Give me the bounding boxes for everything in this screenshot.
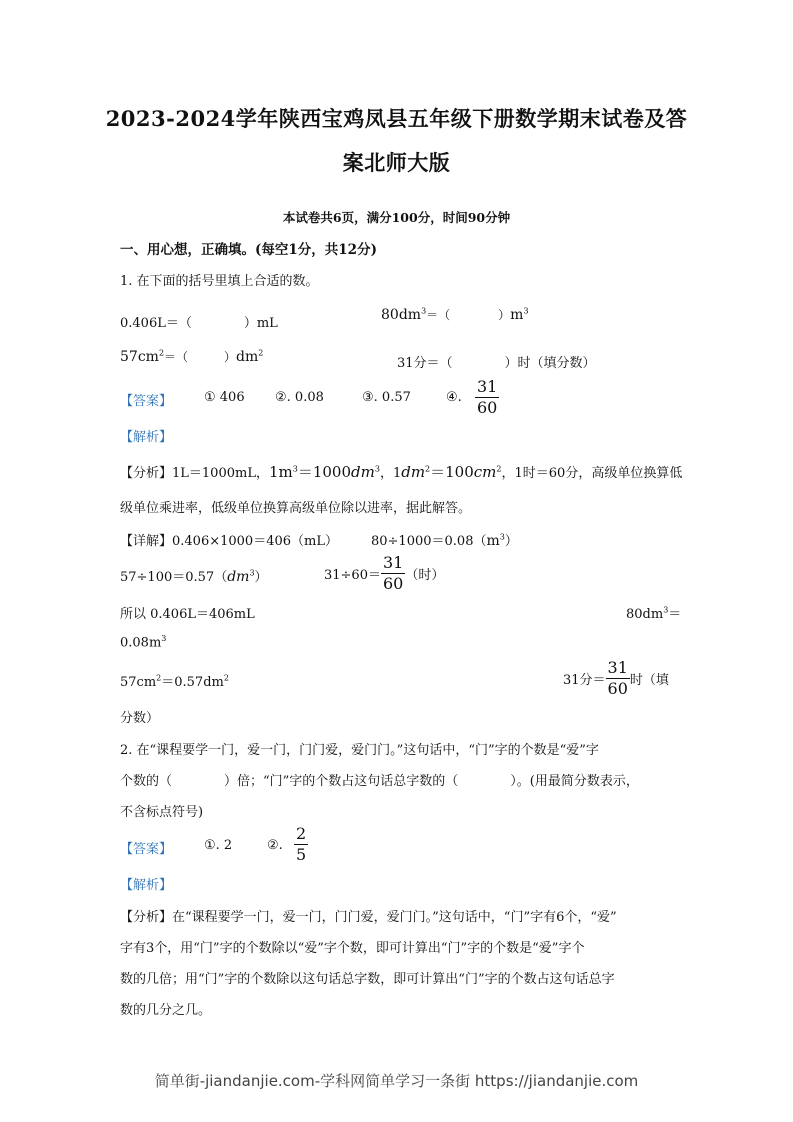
q2-answer-1: ①. 2	[204, 838, 233, 853]
q2-answer-row	[120, 824, 420, 868]
q1-calc-1: $57\div 100=0.57(dm^3)$	[120, 568, 268, 585]
text: 80÷1000＝0.08（	[371, 534, 487, 549]
section-heading: 一、用心想，正确填。(每空1分，共12分)	[120, 242, 377, 258]
q1-conclusion-2: $0.08m^3$	[120, 634, 167, 651]
q2-analysis-line-4: 数的几分之几。	[120, 1003, 212, 1018]
text: 1m	[268, 463, 293, 481]
q1-blank-3-pre: 57cm	[120, 349, 159, 365]
q1-blank-2-unit: m	[510, 307, 524, 323]
question-1-stem: 1. 在下面的括号里填上合适的数。	[120, 274, 319, 289]
fraction-denominator: 60	[477, 398, 498, 417]
text: 【分析】1L＝1000mL，	[120, 466, 269, 481]
analysis-tag: 【解析】	[120, 430, 173, 445]
q1-blank-4: 31分＝（ ）时（填分数）	[397, 356, 596, 371]
fraction-denominator: 60	[382, 574, 404, 593]
text: 31分＝	[563, 673, 606, 688]
q1-detail-2: $80\div 1000=0.08(m^3)$	[371, 532, 518, 549]
answer-tag: 【答案】	[120, 394, 173, 409]
text: （时）	[405, 568, 445, 583]
fraction-denominator: 60	[607, 679, 628, 698]
text: ，1	[379, 466, 402, 481]
page-footer: 简单街-jiandanjie.com-学科网简单学习一条街 https://jiandanjie.com	[154, 1072, 639, 1090]
text: 0.08m	[120, 635, 162, 651]
q1-conclusion-4	[563, 660, 669, 697]
text: 时（填	[629, 673, 669, 688]
q1-conclusion-3: $57cm^2=0.57dm^2$	[120, 673, 229, 690]
text: cm	[473, 463, 497, 481]
fraction-numerator: 31	[382, 553, 404, 572]
exam-subtitle: 本试卷共6页，满分100分，时间90分钟	[282, 210, 511, 225]
text: 57cm	[120, 675, 157, 690]
q1-calc-2-fraction	[381, 555, 405, 592]
fraction-numerator: 2	[296, 824, 307, 843]
text: ＝	[668, 607, 682, 622]
answer-tag: 【答案】	[120, 842, 173, 857]
q1-answer-4-fraction	[475, 379, 499, 416]
text: 31÷60＝	[324, 568, 381, 583]
q1-blank-2: $80dm^3=$（ ）$m^3$	[381, 306, 529, 323]
q1-blank-2-mid: ＝（ ）	[426, 308, 511, 322]
text: m	[486, 533, 500, 549]
q1-analysis-line-2: 级单位乘进率，低级单位换算高级单位除以进率，据此解答。	[120, 501, 472, 516]
q1-blank-1: 0.406L＝（ ）mL	[120, 316, 278, 331]
q1-conclusion-5: 分数）	[120, 711, 160, 726]
fraction-denominator: 5	[296, 845, 307, 864]
q1-blank-3: $57cm^2=$（ ）$dm^2$	[120, 348, 264, 365]
q2-answer-2: ②.	[267, 838, 283, 853]
q1-analysis-line-1: 【分析】1L＝1000mL，$1m^3=1000dm^3$，$1dm^2=100cm^2$，1时＝60分，高级单位换算低	[120, 463, 683, 481]
fraction-numerator: 31	[607, 658, 628, 677]
q1-detail-1: 【详解】0.406×1000＝406（mL）	[120, 534, 338, 549]
q1-answer-2: ②. 0.08	[275, 390, 324, 405]
q1-conclusion-right: $80dm^3=$	[626, 605, 682, 622]
q2-analysis-line-1: 【分析】在“课程要学一门，爱一门，门门爱，爱门门。”这句话中，“门”字有6个，“爱”	[120, 910, 617, 925]
q2-analysis-line-3: 数的几倍；用“门”字的个数除以这句话总字数，即可计算出“门”字的个数占这句话总字	[120, 972, 615, 987]
question-2-stem-line-3: 不含标点符号)	[120, 805, 204, 820]
q1-answer-row	[120, 377, 680, 424]
text: 57÷100＝0.57（	[120, 570, 228, 585]
q1-conclusion: 所以 0.406L＝406mL	[120, 607, 255, 622]
q1-blank-3-mid: ＝（ ）	[164, 350, 237, 364]
text: 80dm	[626, 607, 664, 622]
question-2-stem-line-2: 个数的（ ）倍；“门”字的个数占这句话总字数的（ ）。(用最简分数表示，	[120, 774, 639, 789]
page-title-line-1: 2023-2024学年陕西宝鸡凤县五年级下册数学期末试卷及答	[105, 106, 688, 131]
fraction-numerator: 31	[477, 377, 498, 396]
q2-answer-2-fraction	[294, 826, 308, 863]
question-2-stem-line-1: 2. 在“课程要学一门，爱一门，门门爱，爱门门。”这句话中，“门”字的个数是“爱”字	[120, 743, 599, 758]
text: dm	[351, 463, 375, 481]
q1-answer-1: ① 406	[204, 390, 245, 405]
text: dm	[227, 569, 250, 585]
q1-blank-2-pre: 80dm	[381, 307, 422, 323]
text: ）	[254, 570, 268, 585]
text: dm	[401, 463, 426, 481]
text: ，1时＝60分，高级单位换算低	[501, 466, 683, 481]
q2-analysis-line-2: 字有3个，用“门”字的个数除以“爱”字个数，即可计算出“门”字的个数是“爱”字个	[120, 941, 585, 956]
text: ）	[504, 534, 518, 549]
page-title-line-2: 案北师大版	[342, 150, 451, 175]
text: ＝1000	[297, 463, 352, 481]
analysis-tag: 【解析】	[120, 878, 173, 893]
text: ＝100	[430, 463, 474, 481]
q1-conclusion-4-fraction	[606, 660, 630, 697]
q1-answer-4: ④.	[446, 390, 462, 405]
text: ＝0.57dm	[161, 675, 224, 690]
q1-blank-3-unit: dm	[236, 349, 259, 365]
q1-answer-3: ③. 0.57	[362, 390, 411, 405]
q1-calc-2	[324, 555, 444, 592]
